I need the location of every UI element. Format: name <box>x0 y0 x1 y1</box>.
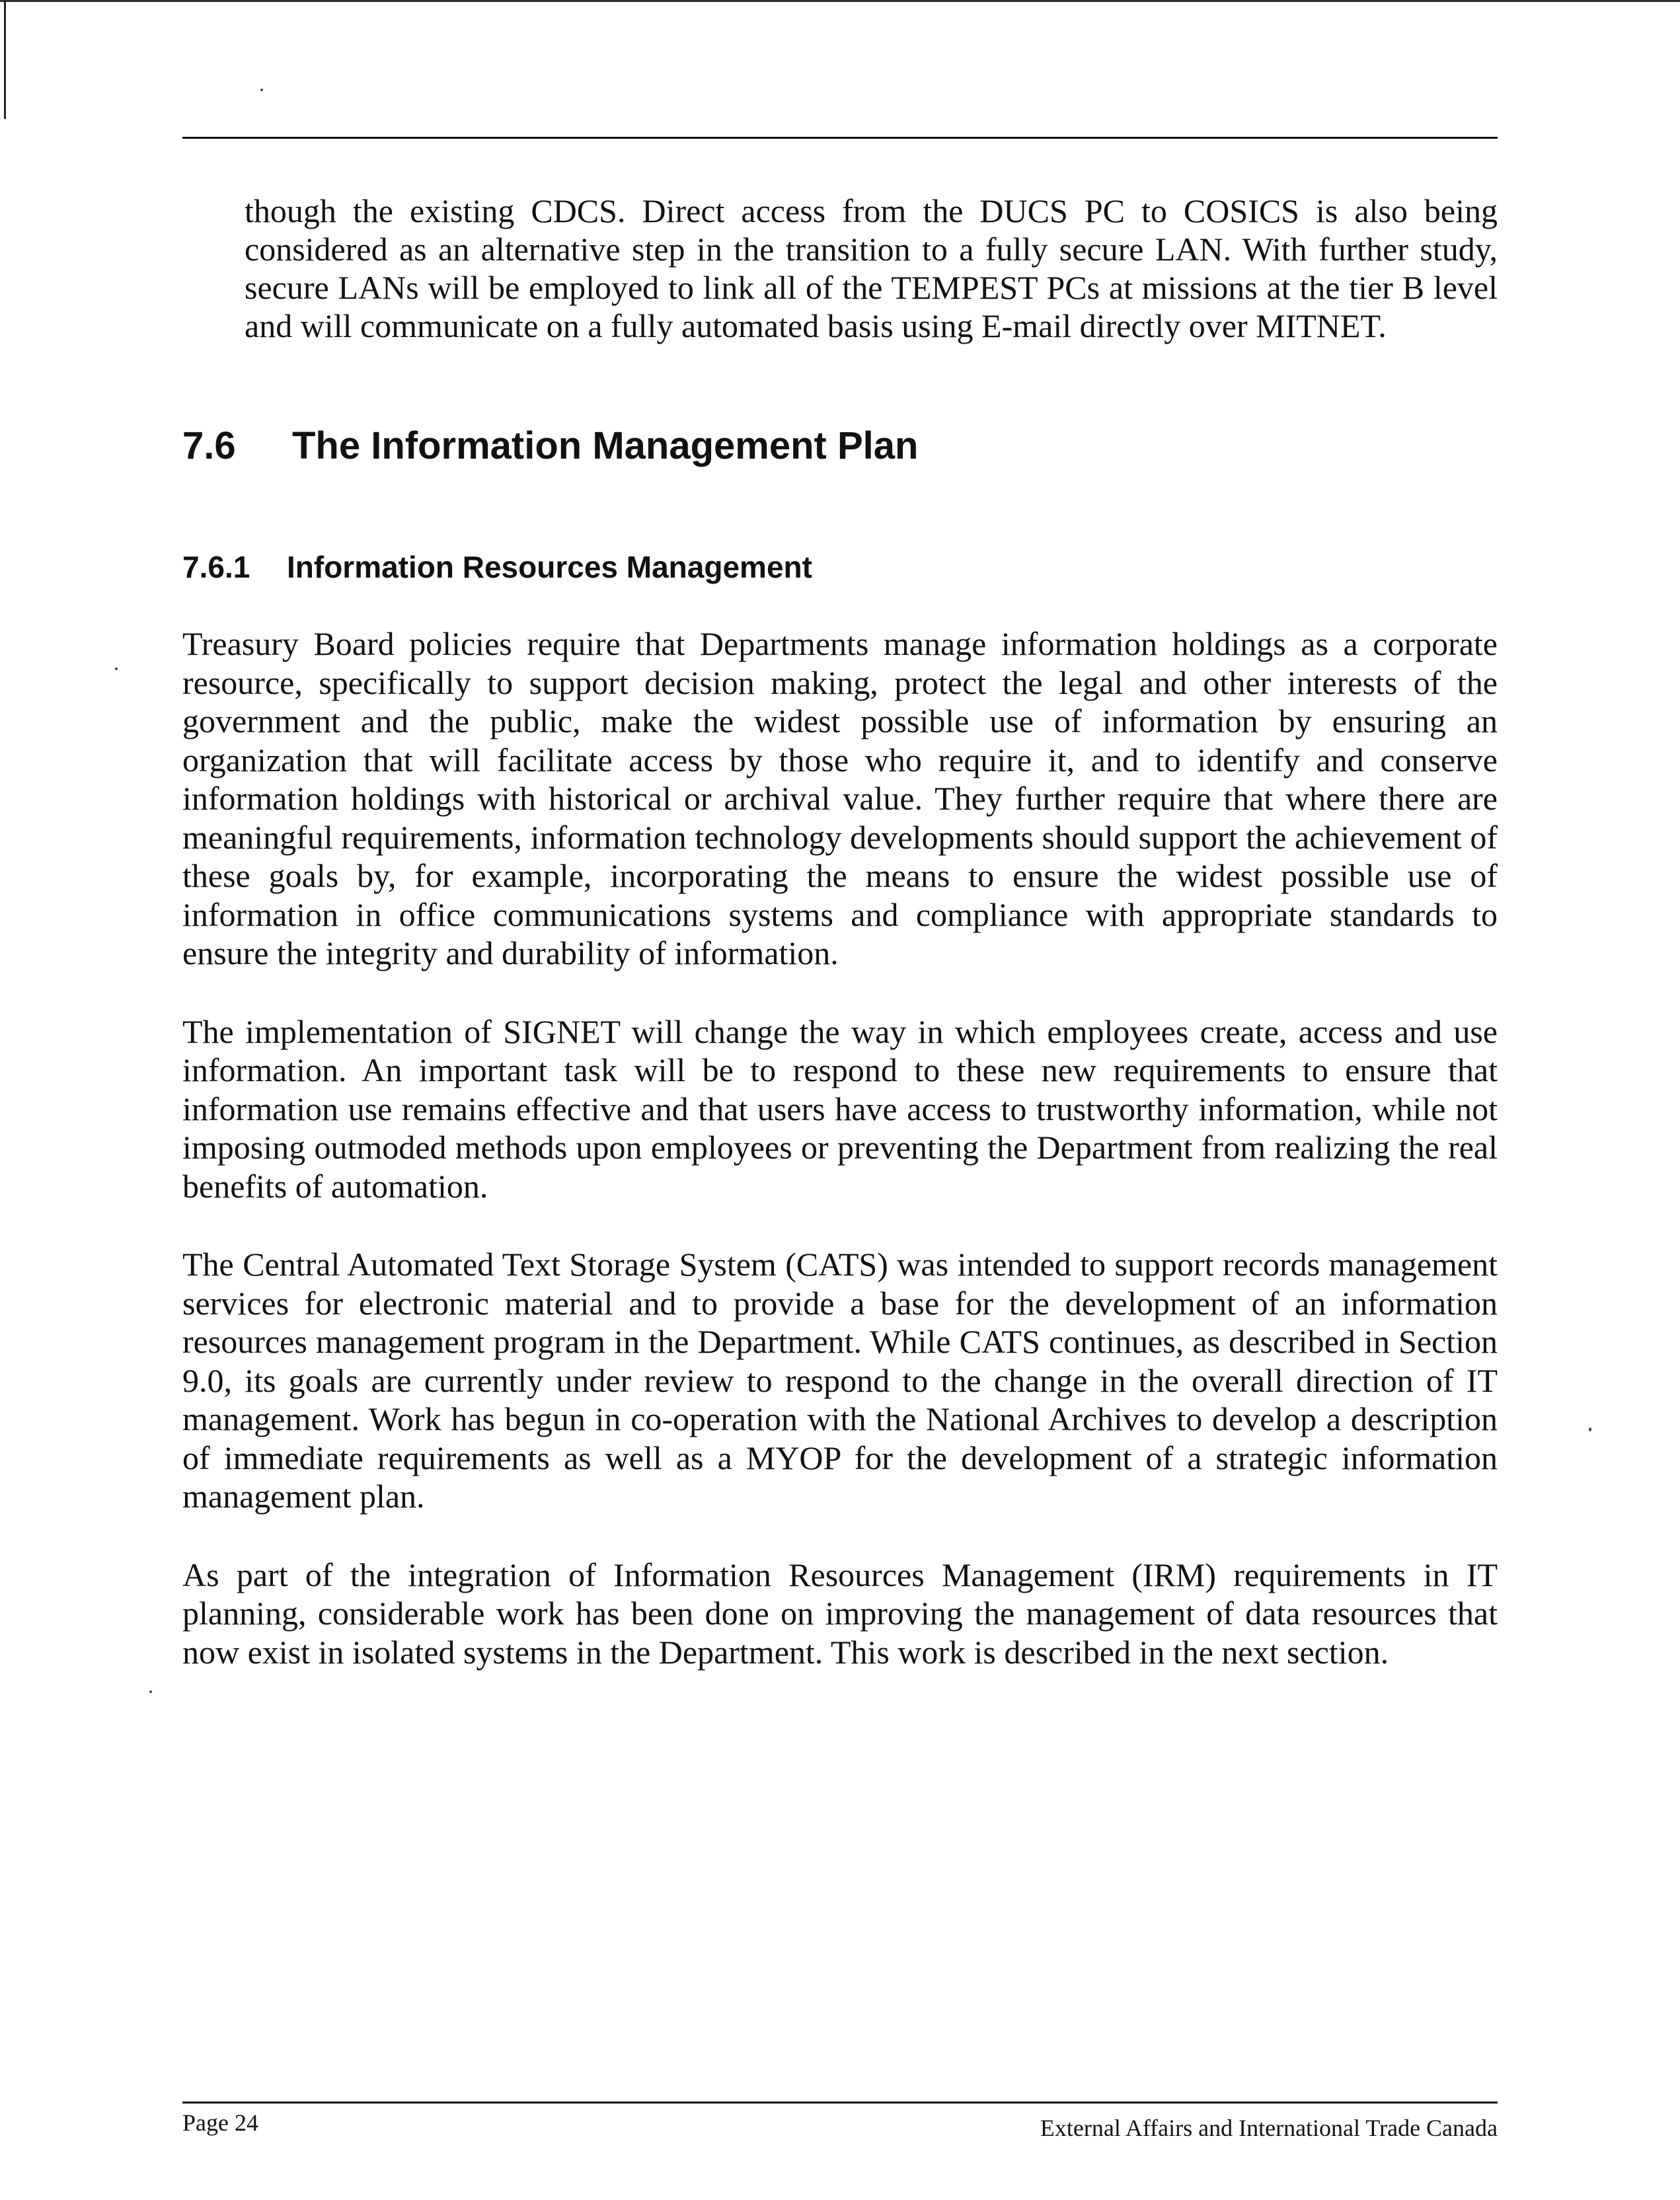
continued-paragraph: though the existing CDCS. Direct access from the DUCS PC to COSICS is also being considered as an alternative step in the transition to a fully secure LAN. With further study, secure LANs will be employed to link all of the TEMPEST PCs at missions at the tier B level and will communicate on a fully automated basis using E-mail directly over MITNET. <box>245 192 1498 344</box>
paragraph-treasury-board: Treasury Board policies require that Departments manage information holdings as a corporate resource, specifically to support decision making, protect the legal and other interests of the government and the public, make the widest possible use of information by ensuring an organization that will facilitate access by those who require it, and to identify and conserve information holdings with historical or archival value. They further require that where there are meaningful requirements, information technology developments should support the achievement of these goals by, for example, incorporating the means to ensure the widest possible use of information in office communications systems and compliance with appropriate standards to ensure the integrity and durability of information. <box>182 625 1498 971</box>
scan-speck <box>260 89 263 91</box>
footer-organization: External Affairs and International Trade Canada <box>1040 2115 1498 2141</box>
subsection-number: 7.6.1 <box>182 550 250 584</box>
paragraph-irm: As part of the integration of Information Resources Management (IRM) requirements in IT planning, considerable work has been done on improving the management of data resources that now exist in isolated systems in the Department. This work is described in the next section. <box>182 1556 1498 1671</box>
page-left-edge <box>4 0 6 119</box>
scan-speck <box>149 1690 152 1693</box>
paragraph-signet: The implementation of SIGNET will change the way in which employees create, access and use information. An important task will be to respond to these new requirements to ensure that information use remains effective and that users have access to trustworthy information, while not imposing outmoded methods upon employees or preventing the Department from realizing the real benefits of automation. <box>182 1012 1498 1205</box>
section-title: The Information Management Plan <box>292 424 919 467</box>
subsection-heading <box>182 547 812 587</box>
scan-speck <box>115 667 118 670</box>
header-rule <box>182 137 1498 139</box>
paragraph-cats: The Central Automated Text Storage System (CATS) was intended to support records management services for electronic material and to provide a base for the development of an information resources management program in the Department. While CATS continues, as described in Section 9.0, its goals are currently under review to respond to the change in the overall direction of IT management. Work has begun in co-operation with the National Archives to develop a description of immediate requirements as well as a MYOP for the development of a strategic information management plan. <box>182 1246 1498 1515</box>
scan-speck <box>1589 1427 1591 1431</box>
footer-rule <box>182 2102 1498 2104</box>
subsection-title: Information Resources Management <box>287 550 812 584</box>
section-heading <box>182 423 918 469</box>
page-top-edge <box>0 0 1680 2</box>
section-number: 7.6 <box>182 424 236 467</box>
body-text <box>182 625 1498 1711</box>
page-number: Page 24 <box>182 2109 258 2136</box>
